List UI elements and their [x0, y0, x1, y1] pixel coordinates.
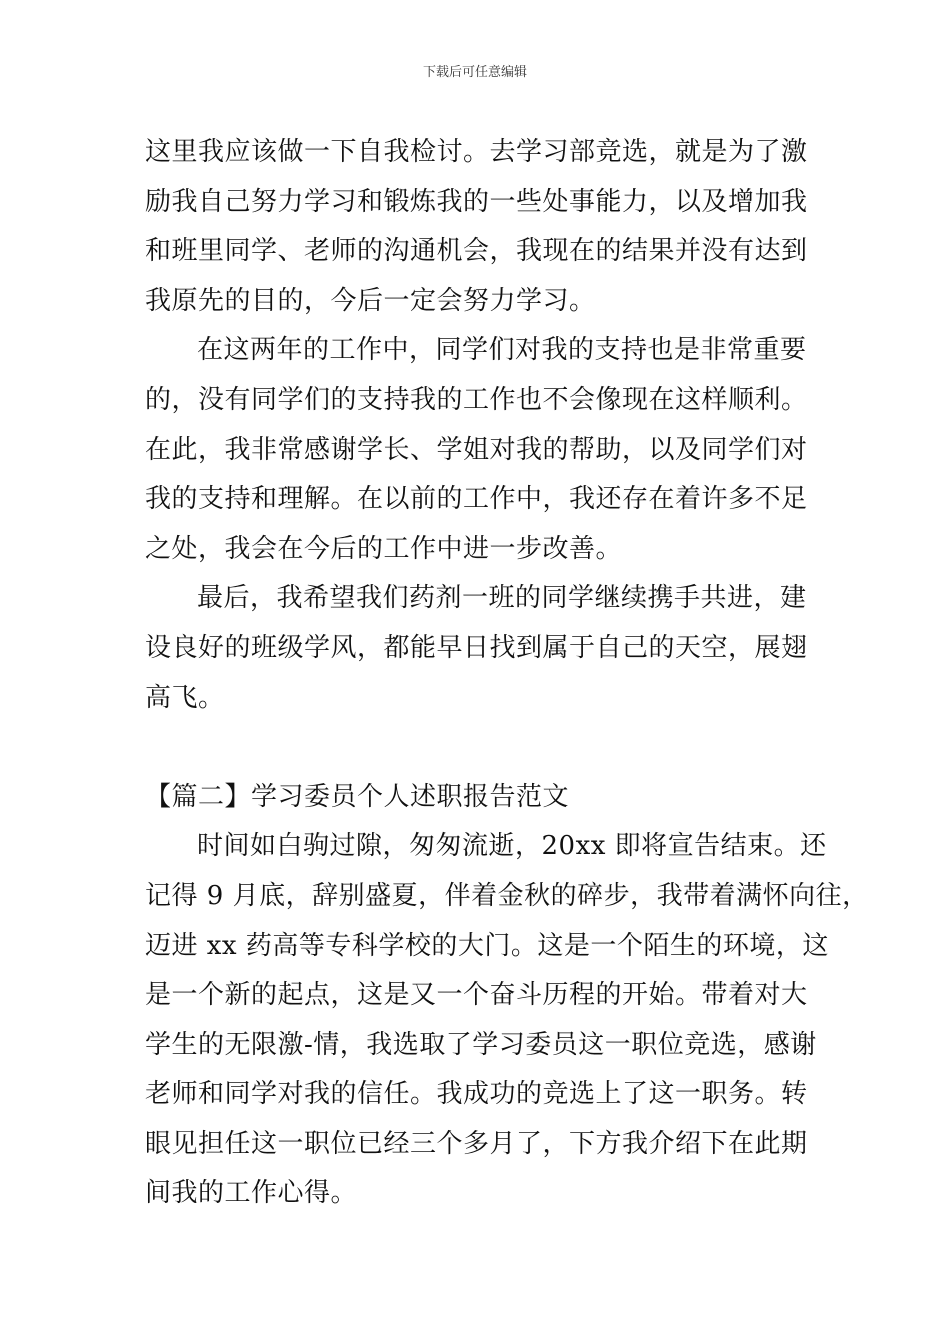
text-line: 老师和同学对我的信任。我成功的竞选上了这一职务。转 — [145, 1079, 808, 1110]
text-line: 和班里同学、老师的沟通机会，我现在的结果并没有达到 — [145, 236, 808, 267]
text-line: 迈进 xx 药高等专科学校的大门。这是一个陌生的环境，这 — [145, 930, 829, 961]
text-line: 的，没有同学们的支持我的工作也不会像现在这样顺利。 — [145, 384, 808, 415]
blank-line — [145, 723, 835, 773]
text-line: 这里我应该做一下自我检讨。去学习部竞选，就是为了激 — [145, 137, 808, 167]
text-line: 设良好的班级学风，都能早日找到属于自己的天空，展翅 — [145, 632, 808, 663]
text-line: 高飞。 — [145, 682, 225, 713]
text-line: 间我的工作心得。 — [145, 1178, 358, 1209]
text-line: 在此，我非常感谢学长、学姐对我的帮助，以及同学们对 — [145, 434, 808, 465]
text-line: 我的支持和理解。在以前的工作中，我还存在着许多不足 — [145, 484, 808, 515]
text-line: 记得 9 月底，辞别盛夏，伴着金秋的碎步，我带着满怀向往， — [145, 880, 869, 911]
document-body — [145, 128, 869, 1219]
page-header: 下载后可任意编辑 — [422, 65, 527, 80]
text-line: 眼见担任这一职位已经三个多月了，下方我介绍下在此期 — [145, 1128, 808, 1159]
paragraph-first-line: 时间如白驹过隙，匆匆流逝，20xx 即将宣告结束。还 — [197, 831, 827, 862]
text-line: 是一个新的起点，这是又一个奋斗历程的开始。带着对大 — [145, 980, 808, 1011]
text-line: 之处，我会在今后的工作中进一步改善。 — [145, 533, 623, 564]
text-line: 学生的无限激-情，我选取了学习委员这一职位竞选，感谢 — [145, 1029, 817, 1060]
section-heading: 【篇二】学习委员个人述职报告范文 — [145, 781, 570, 812]
paragraph-first-line: 最后，我希望我们药剂一班的同学继续携手共进，建 — [197, 583, 807, 614]
paragraph-first-line: 在这两年的工作中，同学们对我的支持也是非常重要 — [197, 335, 807, 366]
text-line: 励我自己努力学习和锻炼我的一些处事能力，以及增加我 — [145, 186, 808, 217]
text-line: 我原先的目的，今后一定会努力学习。 — [145, 285, 596, 316]
